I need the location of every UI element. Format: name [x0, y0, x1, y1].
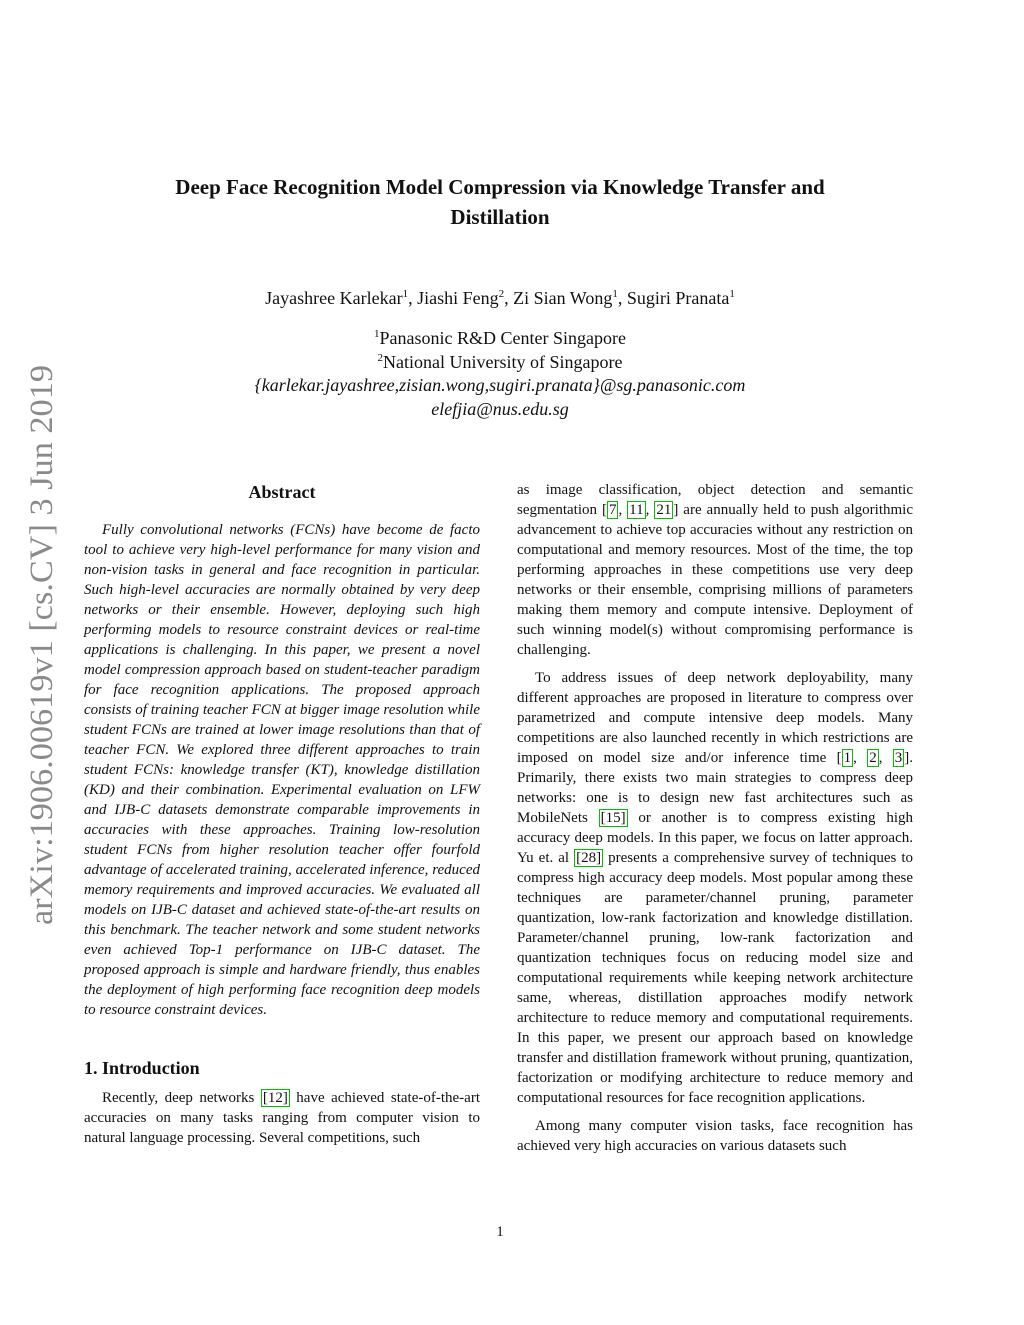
citation-bracket: ] — [904, 750, 910, 766]
affiliation-mark: 1 — [374, 328, 380, 340]
affiliation-block — [100, 327, 900, 421]
introduction-heading: 1. Introduction — [84, 1058, 200, 1078]
text-run: or another is to compress existing high accuracy deep models. In this paper, we focus on latter approach. Yu et. al — [517, 810, 914, 866]
arxiv-watermark-text: arXiv:1906.00619v1 [cs.CV] 3 Jun 2019 — [24, 386, 60, 925]
citation-bracket: ] — [673, 502, 679, 518]
affiliation-text: National University of Singapore — [383, 351, 623, 372]
citation-link[interactable]: 1 — [843, 750, 852, 766]
left-column — [84, 480, 480, 1156]
citation-link[interactable]: 3 — [894, 750, 903, 766]
abstract-text: Fully convolutional networks (FCNs) have become de facto tool to achieve very high-level performance for many vision and non-vision tasks in general and face recognition in particular. Such high-level accuracies are normally obtained by very deep networks or their ensemble. However, deploying such high performing models to resource constraint devices or real-time applications is challenging. In this paper, we present a novel model compression approach based on student-teacher paradigm for face recognition applications. The proposed approach consists of training teacher FCN at bigger image resolution while student FCNs are trained at lower image resolutions than that of teacher FCN. We explored three different approaches to train student FCNs: knowledge transfer (KT), knowledge distillation (KD) and their combination. Experimental evaluation on LFW and IJB-C datasets demonstrate comparable improvements in accuracies with these approaches. Training low-resolution student FCNs from higher resolution teacher offer fourfold advantage of accelerated training, accelerated inference, reduced memory requirements and improved accuracies. We evaluated all models on IJB-C dataset and achieved state-of-the-art results on this benchmark. The teacher network and some student networks even achieved Top-1 performance on IJB-C dataset. The proposed approach is simple and hardware friendly, thus enables the deployment of high performing face recognition deep models to resource constraint devices. — [84, 522, 480, 1018]
paper-title-line-1: Deep Face Recognition Model Compression via Knowledge Transfer and — [175, 175, 825, 199]
citation-link[interactable]: [28] — [576, 850, 602, 866]
author-name: Jayashree Karlekar — [265, 288, 403, 308]
email-line: elefjia@nus.edu.sg — [431, 398, 569, 419]
affiliation-text: Panasonic R&D Center Singapore — [379, 328, 626, 348]
affiliation-line — [100, 327, 900, 351]
citation-link[interactable]: 7 — [608, 502, 617, 518]
author-name: Zi Sian Wong — [513, 288, 613, 308]
author-affiliation-mark: 1 — [402, 288, 409, 300]
abstract-heading: Abstract — [248, 482, 316, 502]
citation-bracket: [ — [836, 750, 842, 766]
citation-bracket: [ — [601, 502, 607, 518]
affiliation-mark: 2 — [377, 351, 384, 364]
intro-paragraph: To address issues of deep network deployability, many different approaches are proposed in literature to compress over parametrized and compute intensive deep models. Many competitions are also launched recently in which restrictions are imposed on model size and/or inference time [ 1 , 2 , 3 ]. Primarily, there exists two main strategies to compress deep networks: one is to design new fast architectures such as MobileNets [15] or another is to compress existing high accuracy deep models. In this paper, we focus on latter approach. Yu et. al [28] presents a comprehensive survey of techniques to compress high accuracy deep models. Most popular among these techniques are parameter/channel pruning, parameter quantization, low-rank factorization and knowledge distillation. Parameter/channel pruning, low-rank factorization and quantization techniques focus on reducing model size and computational requirements while keeping network architecture same, whereas, distillation approaches modify network architecture to reduce memory and computational requirements. In this paper, we present our approach based on knowledge transfer and distillation framework without pruning, quantization, factorization or modifying architecture to reduce memory and computational resources for face recognition applications. — [517, 670, 914, 1106]
text-run: presents a comprehensive survey of techniques to compress high accuracy deep models. Most popular among these techniques are parameter/channel pruning, parameter quantization, low-rank factorization and knowledge distillation. Parameter/channel pruning, low-rank factorization and quantization techniques focus on reducing model size and computational requirements while keeping network architecture same, whereas, distillation approaches modify network architecture to reduce memory and computational requirements. In this paper, we present our approach based on knowledge transfer and distillation framework without pruning, quantization, factorization or modifying architecture to reduce memory and computational resources for face recognition applications. — [517, 850, 913, 1106]
author-name: Jiashi Feng — [417, 288, 499, 308]
author-affiliation-mark: 2 — [498, 288, 505, 300]
intro-paragraph: as image classification, object detection and semantic segmentation [ 7 , 11 , 21 ] are annually held to push algorithmic advancement to achieve top accuracies without any restriction on computational and memory resources. Most of the time, the top performing approaches in these competitions use very deep networks or their ensemble, comprising millions of parameters making them memory and compute intensive. Deployment of such winning model(s) without compromising performance is challenging. — [517, 482, 914, 658]
arxiv-watermark — [10, 365, 70, 925]
page-number: 1 — [496, 1224, 504, 1240]
text-run: are annually held to push algorithmic advancement to achieve top accuracies without any restriction on computational and memory resources. Most of the time, the top performing approaches in these competitions use very deep networks or their ensemble, comprising millions of parameters making them memory and compute intensive. Deployment of such winning model(s) without compromising performance is challenging. — [517, 502, 914, 658]
text-run: . Primarily, there exists two main strategies to compress deep networks: one is to design new fast architectures such as MobileNets — [517, 750, 914, 826]
text-run: To address issues of deep network deployability, many different approaches are proposed in literature to compress over parametrized and compute intensive deep models. Many competitions are also launched recently in which restrictions are imposed on model size and/or inference time — [517, 670, 913, 766]
citation-link[interactable]: [12] — [262, 1090, 288, 1106]
paper-title — [100, 172, 900, 232]
citation-link[interactable]: 2 — [869, 750, 877, 766]
affiliation-line — [100, 351, 900, 375]
right-column — [517, 480, 913, 1164]
text-run: as image classification, object detection and semantic segmentation — [517, 482, 913, 518]
citation-link[interactable]: 21 — [656, 502, 672, 518]
citation-link[interactable]: [15] — [600, 810, 626, 826]
text-run: have achieved state-of-the-art accuracies on many tasks ranging from computer vision to natural language processing. Several competitions, such — [84, 1090, 480, 1146]
author-affiliation-mark: 1 — [729, 288, 735, 300]
text-run: Recently, deep networks — [102, 1090, 261, 1106]
author-affiliation-mark: 1 — [612, 288, 618, 300]
citation-link[interactable]: 11 — [629, 502, 644, 518]
paper-title-line-2: Distillation — [450, 205, 550, 229]
email-line: {karlekar.jayashree,zisian.wong,sugiri.pranata}@sg.panasonic.com — [254, 375, 746, 395]
author-list: Jayashree Karlekar$^1$, Jiashi Feng$^2$, Zi Sian Wong$^1$, Sugiri Pranata$^1$ — [265, 288, 735, 308]
intro-paragraph: Among many computer vision tasks, face recognition has achieved very high accuracies on various datasets such — [517, 1118, 913, 1154]
intro-paragraph — [84, 1088, 480, 1148]
author-name: Sugiri Pranata — [626, 288, 730, 308]
